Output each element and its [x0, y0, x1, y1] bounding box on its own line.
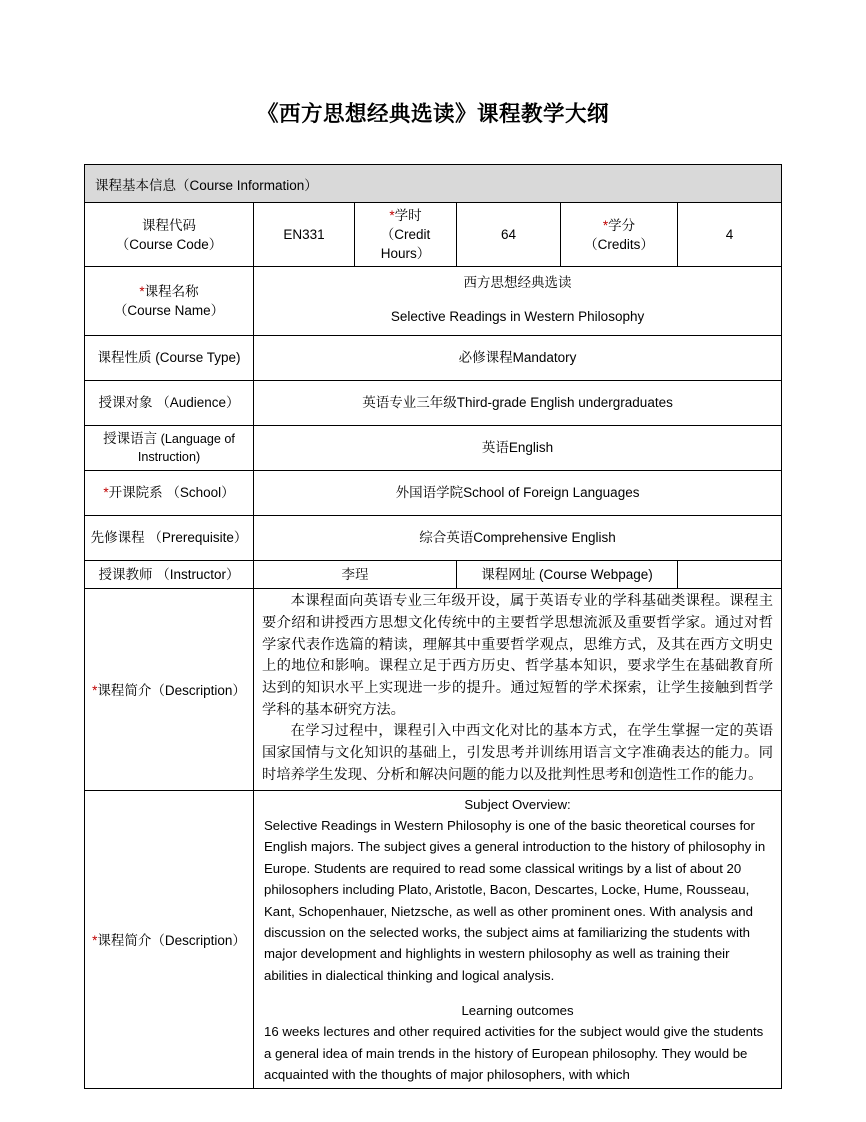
- table-row-school: [85, 470, 782, 515]
- table-row-audience: [85, 380, 782, 425]
- required-asterisk: *: [92, 683, 98, 699]
- label-language-en: (Language of Instruction): [137, 431, 235, 465]
- label-course-webpage: [457, 560, 678, 589]
- required-asterisk: *: [389, 208, 395, 223]
- label-course-code-cn: 课程代码: [142, 217, 196, 233]
- description-en-heading-1: Subject Overview:: [464, 796, 571, 812]
- value-description-cn: [254, 589, 782, 790]
- value-audience: 英语专业三年级Third-grade English undergraduates: [254, 380, 782, 425]
- label-language: [85, 425, 254, 470]
- label-description-en: [85, 790, 254, 1088]
- label-school-en: （School）: [166, 484, 235, 500]
- label-course-name-cn: 课程名称: [144, 283, 199, 299]
- value-language: 英语English: [254, 425, 782, 470]
- label-instructor: [85, 560, 254, 589]
- label-course-webpage-cn: 课程网址: [481, 566, 536, 582]
- label-audience-en: （Audience）: [156, 394, 240, 410]
- label-prerequisite: [85, 515, 254, 560]
- label-credits-cn: 学分: [608, 217, 636, 233]
- value-course-type: 必修课程Mandatory: [254, 335, 782, 380]
- value-prerequisite: 综合英语Comprehensive English: [254, 515, 782, 560]
- label-credits-line1: [563, 216, 675, 235]
- description-en-paragraph-1: Selective Readings in Western Philosophy is one of the basic theoretical courses for English majors. The subject gives a general introduction to the history of philosophy in Europe. Students are required to read some classical writings by a list of about 20 philosophers including Plato, Aristotle, Bacon, Descartes, Locke, Hume, Rousseau, Kant, Schopenhauer, Nietzsche, as well as other prominent ones. With analysis and discussion on the selected works, the subject aims at familiarizing the students with major development and highlights in western philosophy as well as training their abilities in dialectical thinking and logical analysis.: [264, 818, 766, 983]
- label-course-name-en: （Course Name）: [113, 303, 225, 319]
- table-row-course-code: [85, 203, 782, 267]
- label-school-cn: 开课院系: [108, 484, 163, 500]
- label-course-type-cn: 课程性质: [97, 349, 152, 365]
- course-information-table: [84, 164, 782, 1089]
- label-course-type: [85, 335, 254, 380]
- table-row-language: [85, 425, 782, 470]
- label-prerequisite-cn: 先修课程: [90, 529, 145, 545]
- value-course-code: EN331: [254, 203, 355, 267]
- label-course-webpage-en: (Course Webpage): [538, 566, 653, 582]
- label-credits-en: （Credits）: [584, 236, 654, 252]
- value-instructor: 李珵: [254, 560, 457, 589]
- required-asterisk: *: [139, 283, 145, 299]
- value-credits: 4: [678, 203, 782, 267]
- table-row-course-type: [85, 335, 782, 380]
- label-course-type-en: (Course Type): [155, 349, 241, 365]
- value-course-name-cn: 西方思想经典选读: [463, 275, 572, 291]
- label-course-code-en: （Course Code）: [115, 236, 223, 252]
- label-school: [85, 470, 254, 515]
- label-credits: [561, 203, 678, 267]
- section-header-label: 课程基本信息（Course Information）: [85, 165, 782, 203]
- required-asterisk: *: [602, 217, 609, 233]
- label-instructor-cn: 授课教师: [98, 566, 153, 582]
- label-course-name-line1: [87, 282, 251, 301]
- table-row-course-name: [85, 267, 782, 335]
- label-audience: [85, 380, 254, 425]
- label-language-cn: 授课语言: [103, 430, 158, 446]
- value-course-webpage: [678, 560, 782, 589]
- label-credit-hours-cn: 学时: [394, 208, 422, 223]
- value-course-name-en: Selective Readings in Western Philosophy: [390, 309, 645, 325]
- required-asterisk: *: [103, 484, 109, 500]
- label-credit-hours-line1: [357, 206, 454, 225]
- required-asterisk: *: [92, 933, 98, 949]
- label-course-name: [85, 267, 254, 335]
- label-credit-hours-en-line2: Hours）: [380, 246, 431, 262]
- label-description-cn-text: 课程简介（Description）: [97, 683, 246, 699]
- table-row-description-cn: [85, 589, 782, 790]
- page-title: 《西方思想经典选读》课程教学大纲: [256, 102, 609, 126]
- label-credit-hours-en-line1: （Credit: [380, 227, 431, 243]
- table-row-prerequisite: [85, 515, 782, 560]
- table-row-description-en: [85, 790, 782, 1088]
- description-en-paragraph-2: 16 weeks lectures and other required activities for the subject would give the students a general idea of main trends in the history of European philosophy. They would be acquainted with the thoughts of major philosophers, with which: [264, 1024, 764, 1083]
- description-cn-paragraph-2: 在学习过程中，课程引入中西文化对比的基本方式，在学生掌握一定的英语国家国情与文化知识的基础上，引发思考并训练用语言文字准确表达的能力。同时培养学生发现、分析和解决问题的能力以及批判性思考和创造性工作的能力。: [262, 723, 774, 783]
- label-description-cn: [85, 589, 254, 790]
- label-prerequisite-en: （Prerequisite）: [148, 529, 248, 545]
- table-row-instructor: [85, 560, 782, 589]
- label-audience-cn: 授课对象: [98, 394, 153, 410]
- label-description-en-text: 课程简介（Description）: [97, 933, 246, 949]
- label-credit-hours: [355, 203, 457, 267]
- description-cn-paragraph-1: 本课程面向英语专业三年级开设，属于英语专业的学科基础类课程。课程主要介绍和讲授西方思想文化传统中的主要哲学思想流派及重要哲学家。通过对哲学家代表作选篇的精读，理解其中重要哲学观点，思维方式，及其在西方文明史上的地位和影响。课程立足于西方历史、哲学基本知识，要求学生在基础教育所达到的知识水平上实现进一步的提升。通过短暂的学术探索，让学生接触到哲学学科的基本研究方法。: [262, 593, 774, 718]
- value-credit-hours: 64: [457, 203, 561, 267]
- paragraph-spacer: [264, 986, 771, 1000]
- label-instructor-en: （Instructor）: [156, 566, 240, 582]
- label-course-code: [85, 203, 254, 267]
- label-school-line1: [103, 485, 162, 500]
- table-row-section-header: [85, 165, 782, 203]
- value-school: 外国语学院School of Foreign Languages: [254, 470, 782, 515]
- value-course-name: [254, 267, 782, 335]
- description-en-heading-2: Learning outcomes: [461, 1003, 574, 1018]
- value-description-en: [254, 790, 782, 1088]
